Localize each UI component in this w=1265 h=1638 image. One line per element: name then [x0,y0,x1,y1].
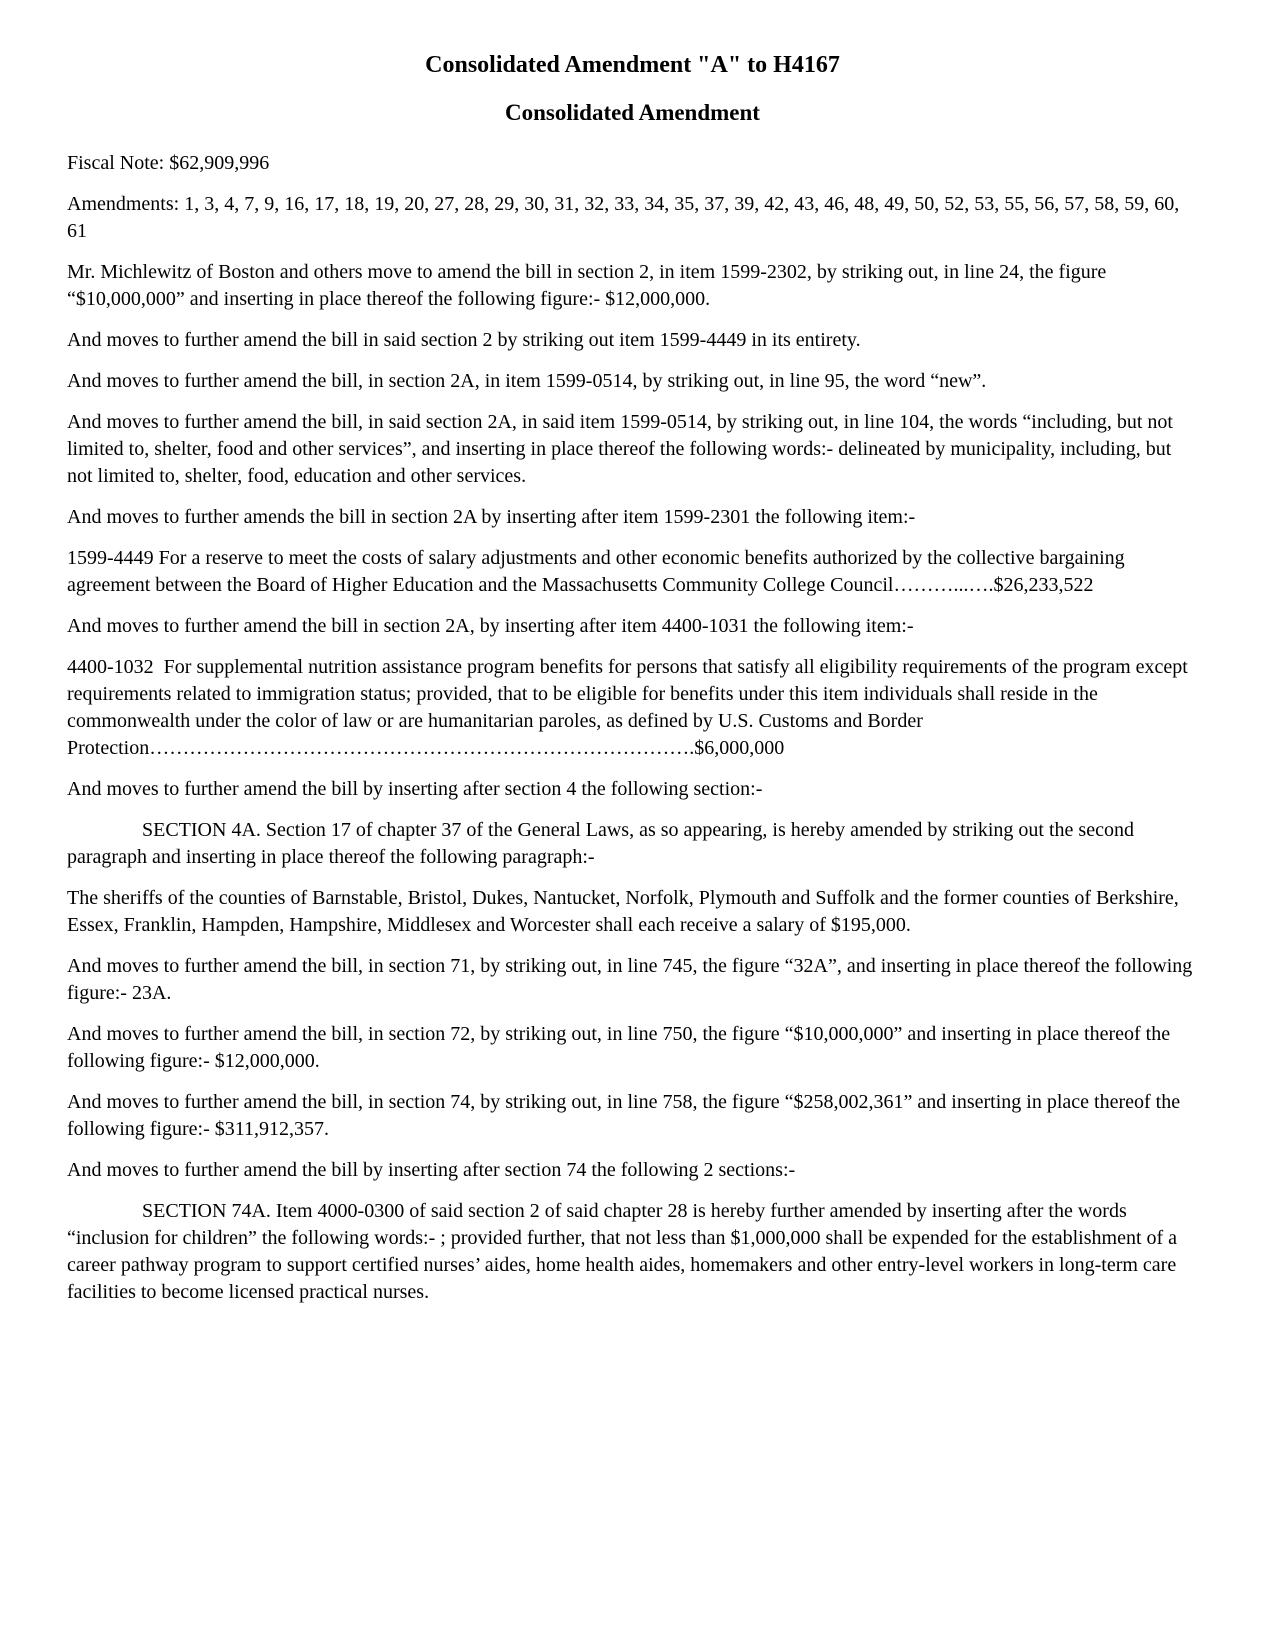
paragraph: And moves to further amend the bill in said section 2 by striking out item 1599-4449 in its entirety. [67,328,861,351]
paragraph: And moves to further amend the bill, in section 71, by striking out, in line 745, the figure “32A”, and inserting in place thereof the following figure:- 23A. [67,954,1198,1004]
fiscal-note: Fiscal Note: $62,909,996 [67,151,270,174]
paragraph: And moves to further amend the bill, in section 72, by striking out, in line 750, the figure “$10,000,000” and inserting in place thereof the following figure:- $12,000,000. [67,1022,1176,1072]
paragraph: SECTION 74A. Item 4000-0300 of said section 2 of said chapter 28 is hereby further amended by inserting after the words “inclusion for children” the following words:- ; provided further, that not less than $1,000,000 shall be expended for the establishment of a career pathway program to support certified nurses’ aides, home health aides, homemakers and other entry-level workers in long-term care facilities to become licensed practical nurses. [67,1199,1183,1303]
paragraph: And moves to further amend the bill, in section 2A, in item 1599-0514, by striking out, in line 95, the word “new”. [67,369,987,392]
document-subtitle: Consolidated Amendment [505,100,760,126]
paragraph: And moves to further amend the bill, in section 74, by striking out, in line 758, the figure “$258,002,361” and inserting in place thereof the following figure:- $311,912,357. [67,1090,1186,1140]
paragraph: 4400-1032 For supplemental nutrition assistance program benefits for persons that satisfy all eligibility requirements of the program except requirements related to immigration status; provided, that to be eligible for benefits under this item individuals shall reside in the commonwealth under the color of law or are humanitarian paroles, as defined by U.S. Customs and Border Protection……………………………………………………………………….$6,000,000 [67,655,1193,759]
paragraph: SECTION 4A. Section 17 of chapter 37 of the General Laws, as so appearing, is hereby amended by striking out the second paragraph and inserting in place thereof the following paragraph:- [67,818,1139,868]
paragraph: And moves to further amends the bill in section 2A by inserting after item 1599-2301 the following item:- [67,505,916,528]
paragraph: 1599-4449 For a reserve to meet the costs of salary adjustments and other economic benefits authorized by the collective bargaining agreement between the Board of Higher Education and the Massachusetts Community College Council………...….$26,233,522 [67,546,1130,596]
amendments-list: Amendments: 1, 3, 4, 7, 9, 16, 17, 18, 19, 20, 27, 28, 29, 30, 31, 32, 33, 34, 35, 37, 39, 42, 43, 46, 48, 49, 50, 52, 53, 55, 56, 57, 58, 59, 60, 61 [67,192,1185,242]
paragraph: And moves to further amend the bill by inserting after section 4 the following section:- [67,777,763,800]
paragraph: And moves to further amend the bill, in said section 2A, in said item 1599-0514, by striking out, in line 104, the words “including, but not limited to, shelter, food and other services”, and inserting in place thereof the following words:- delineated by municipality, including, but not limited to, shelter, food, education and other services. [67,410,1178,487]
document-title: Consolidated Amendment "A" to H4167 [425,52,840,78]
paragraph: And moves to further amend the bill by inserting after section 74 the following 2 sections:- [67,1158,796,1181]
paragraph: The sheriffs of the counties of Barnstable, Bristol, Dukes, Nantucket, Norfolk, Plymouth and Suffolk and the former counties of Berkshire, Essex, Franklin, Hampden, Hampshire, Middlesex and Worcester shall each receive a salary of $195,000. [67,886,1184,936]
paragraph: And moves to further amend the bill in section 2A, by inserting after item 4400-1031 the following item:- [67,614,914,637]
paragraphs [67,259,1198,1306]
paragraph: Mr. Michlewitz of Boston and others move to amend the bill in section 2, in item 1599-2302, by striking out, in line 24, the figure “$10,000,000” and inserting in place thereof the following figure:- $12,000,000. [67,260,1112,310]
